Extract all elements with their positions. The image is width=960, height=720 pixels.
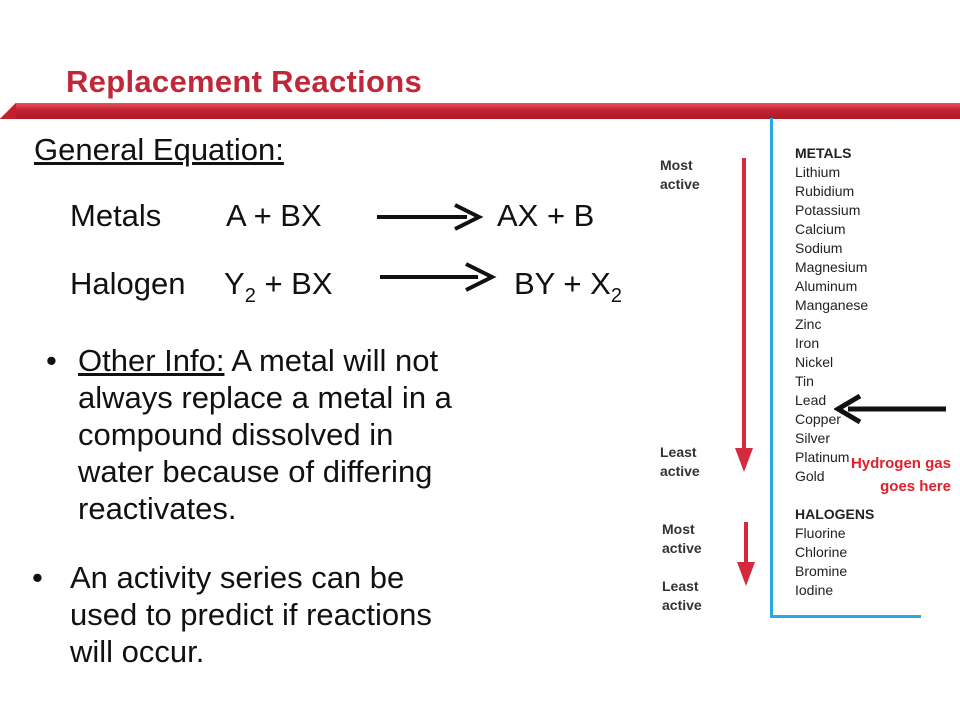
metal-item-silver: Silver: [795, 430, 831, 446]
metals-equation-reactants: A + BX: [226, 198, 322, 233]
right-arrow-icon: [375, 202, 490, 232]
halogen-equation-products: [514, 266, 622, 307]
down-arrow-icon: [732, 158, 756, 474]
metal-item-magnesium: Magnesium: [795, 259, 868, 275]
metals-heading: METALS: [795, 145, 852, 161]
bullet-line: used to predict if reactions: [70, 597, 432, 632]
metal-item-calcium: Calcium: [795, 221, 846, 237]
metal-item-nickel: Nickel: [795, 354, 834, 370]
halogens-heading: HALOGENS: [795, 506, 875, 522]
general-equation-heading: General Equation:: [34, 132, 284, 167]
down-arrow-icon: [734, 522, 758, 588]
bullet-line: will occur.: [70, 634, 205, 669]
other-info-label: Other Info:: [78, 343, 225, 378]
metal-item-gold: Gold: [795, 468, 825, 484]
metal-item-aluminum: Aluminum: [795, 278, 858, 294]
bullet-line: always replace a metal in a: [78, 380, 452, 415]
metal-item-manganese: Manganese: [795, 297, 869, 313]
series-frame-line: [770, 118, 773, 618]
halogen-equation-label: Halogen: [70, 266, 186, 301]
metals-least-active-label: Least active: [660, 444, 700, 479]
halogen-item-fluorine: Fluorine: [795, 525, 846, 541]
halogen-reactant-symbol: Y: [224, 266, 245, 301]
bullet-activity-series: [70, 559, 540, 670]
halogen-product-text: BY + X: [514, 266, 611, 301]
halogen-product-subscript: 2: [610, 285, 622, 307]
halogens-most-active-label: Most active: [662, 521, 702, 556]
halogen-reactant-rest: + BX: [264, 266, 333, 301]
metal-item-sodium: Sodium: [795, 240, 843, 256]
page-title: Replacement Reactions: [66, 64, 423, 99]
left-arrow-icon: [834, 393, 948, 425]
right-arrow-icon: [378, 257, 503, 297]
halogen-item-iodine: Iodine: [795, 582, 834, 598]
bullet-line: An activity series can be: [70, 560, 405, 595]
series-frame-line: [770, 615, 921, 618]
metal-item-rubidium: Rubidium: [795, 183, 855, 199]
bullet-line: water because of differing: [78, 454, 433, 489]
halogen-item-chlorine: Chlorine: [795, 544, 848, 560]
bullet-line: reactivates.: [78, 491, 237, 526]
bullet-line: compound dissolved in: [78, 417, 394, 452]
metal-item-lithium: Lithium: [795, 164, 841, 180]
metal-item-platinum: Platinum: [795, 449, 850, 465]
bullet-other-info: [78, 342, 548, 527]
bullet-marker: •: [32, 560, 43, 595]
halogen-item-bromine: Bromine: [795, 563, 848, 579]
metal-item-zinc: Zinc: [795, 316, 822, 332]
hydrogen-gas-note: Hydrogen gas goes here: [850, 455, 951, 495]
metal-item-copper: Copper: [795, 411, 841, 427]
metal-item-lead: Lead: [795, 392, 827, 408]
halogen-reactant-subscript: 2: [244, 285, 256, 307]
metal-item-potassium: Potassium: [795, 202, 861, 218]
bullet-line: A metal will not: [224, 343, 439, 378]
title-divider-bar: [0, 103, 960, 119]
metals-most-active-label: Most active: [660, 157, 700, 192]
halogen-equation-reactants: [224, 266, 333, 307]
halogens-least-active-label: Least active: [662, 578, 702, 613]
metals-equation-label: Metals: [70, 198, 162, 233]
metals-equation-products: AX + B: [497, 198, 595, 233]
metal-item-iron: Iron: [795, 335, 820, 351]
metal-item-tin: Tin: [795, 373, 814, 389]
bullet-marker: •: [46, 343, 57, 378]
